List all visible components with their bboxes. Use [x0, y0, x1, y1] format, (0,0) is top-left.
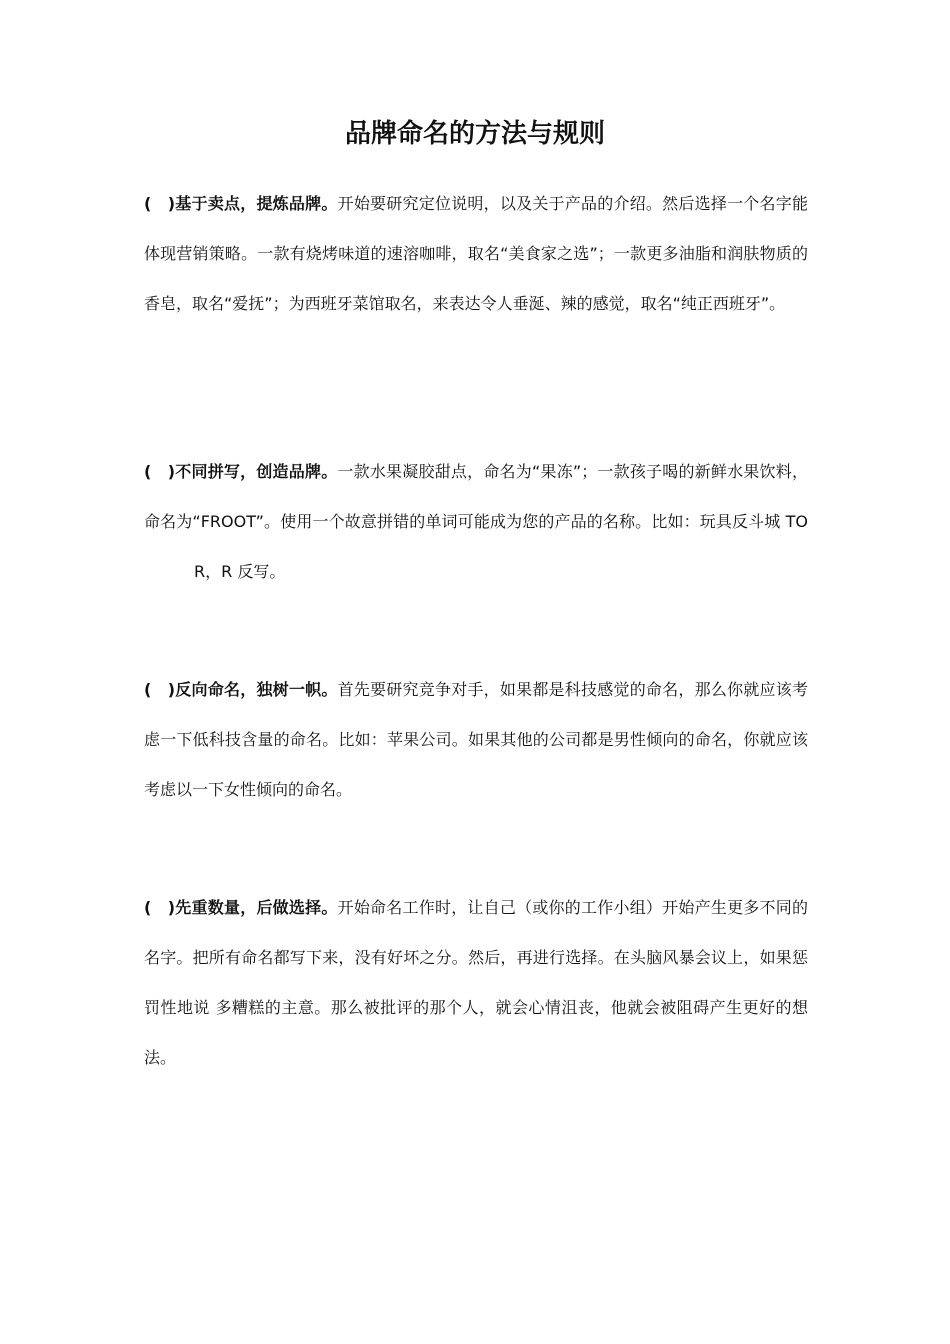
section-body: 一款水果凝胶甜点，命名为“果冻”；一款孩子喝的新鲜水果饮料，命名为“FROOT”。使用一个故意拼错的单词可能成为您的产品的名称。比如：玩具反斗城 TO — [144, 462, 808, 531]
section-quantity-first — [144, 883, 808, 1083]
section-body: 首先要研究竞争对手，如果都是科技感觉的命名，那么你就应该考虑一下低科技含量的命名。比如：苹果公司。如果其他的公司都是男性倾向的命名，你就应该考虑以一下女性倾向的命名。 — [144, 680, 808, 799]
section-heading: ( )先重数量，后做选择。 — [144, 898, 338, 917]
section-selling-point — [144, 179, 808, 329]
section-spelling — [144, 447, 808, 597]
section-heading: ( )基于卖点，提炼品牌。 — [144, 194, 338, 213]
section-reverse-naming — [144, 665, 808, 815]
section-body-tail: R，R 反写。 — [194, 562, 286, 581]
page-title: 品牌命名的方法与规则 — [344, 119, 605, 149]
section-heading: ( )不同拼写，创造品牌。 — [144, 462, 338, 481]
section-heading: ( )反向命名，独树一帜。 — [144, 680, 338, 699]
section-body: 开始要研究定位说明，以及关于产品的介绍。然后选择一个名字能体现营销策略。一款有烧烤味道的速溶咖啡，取名“美食家之选”；一款更多油脂和润肤物质的香皂，取名“爱抚”；为西班牙菜馆取名，来表达令人垂涎、辣的感觉，取名“纯正西班牙”。 — [144, 194, 808, 313]
section-body: 开始命名工作时，让自己（或你的工作小组）开始产生更多不同的名字。把所有命名都写下来，没有好坏之分。然后，再进行选择。在头脑风暴会议上，如果惩罚性地说 多糟糕的主意。那么被批评的那个人，就会心情沮丧，他就会被阻碍产生更好的想法。 — [144, 898, 808, 1067]
